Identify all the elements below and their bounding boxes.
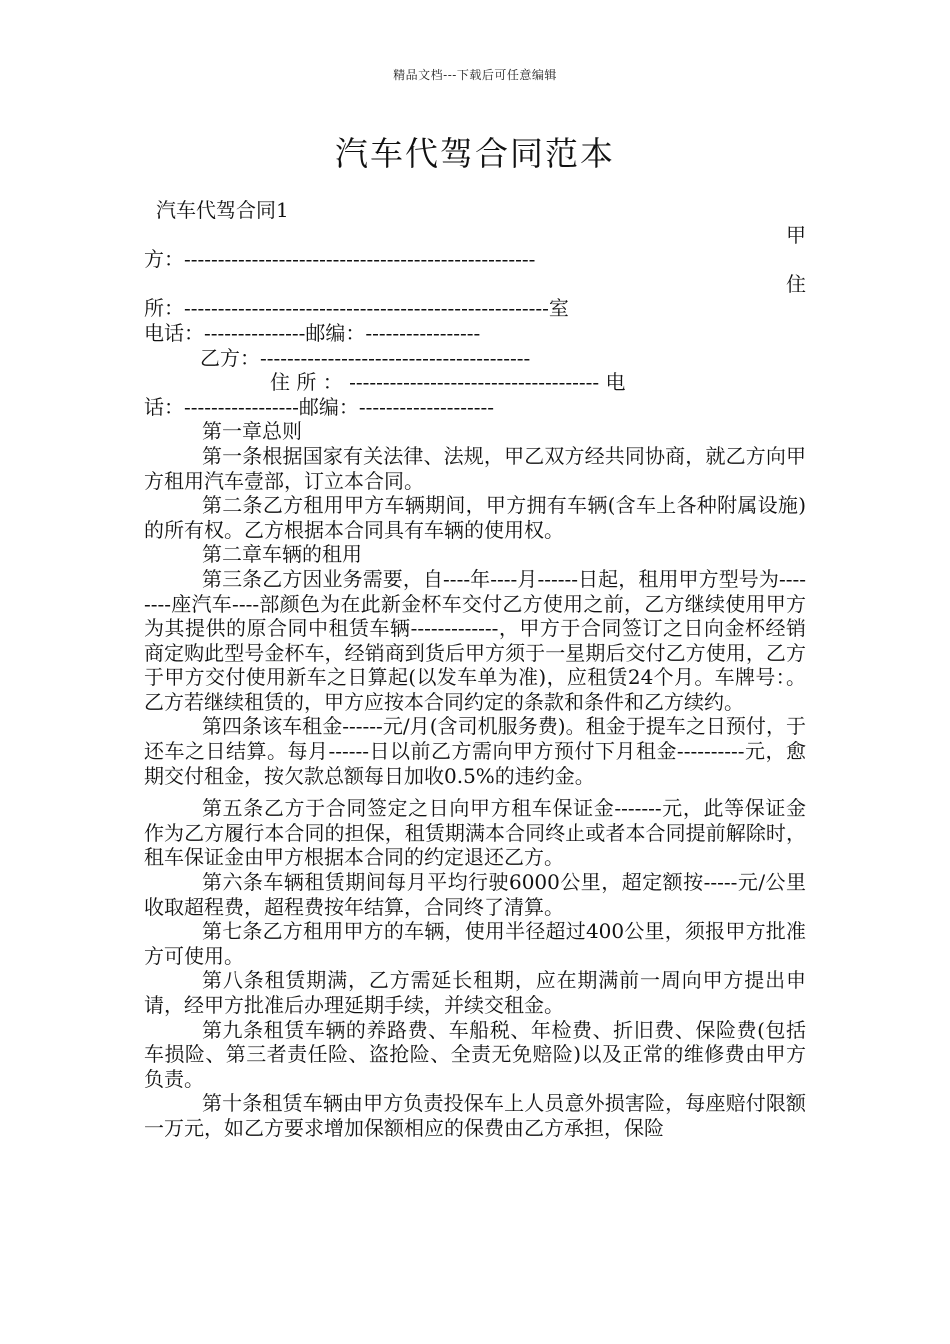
contract-subtitle: 汽车代驾合同1 bbox=[156, 198, 289, 222]
article-2: 第二条乙方租用甲方车辆期间，甲方拥有车辆(含车上各种附属设施)的所有权。乙方根据本合同具有车辆的使用权。 bbox=[144, 493, 806, 542]
article-4: 第四条该车租金------元/月(含司机服务费)。租金于提车之日预付，于还车之日结算。每月------日以前乙方需向甲方预付下月租金----------元，愈期交付租金，按欠款总额每日加收0.5%的违约金。 bbox=[144, 714, 806, 788]
chapter-2-heading: 第二章车辆的租用 bbox=[202, 542, 362, 567]
article-3: 第三条乙方因业务需要，自----年----月------日起，租用甲方型号为--------座汽车----部颜色为在此新金杯车交付乙方使用之前，乙方继续使用甲方为其提供的原合同中租赁车辆-------------，甲方于合同签订之日向金杯经销商定购此型号金杯车，经销商到货后甲方须于一星期后交付乙方使用，乙方于甲方交付使用新车之日算起(以发车单为准)，应租赁24个月。车牌号：。乙方若继续租赁的，甲方应按本合同约定的条款和条件和乙方续约。 bbox=[144, 566, 806, 714]
party-b-field: 乙方：---------------------------------------- bbox=[200, 345, 531, 370]
article-9: 第九条租赁车辆的养路费、车船税、年检费、折旧费、保险费(包括车损险、第三者责任险、盗抢险、全责无免赔险)以及正常的维修费由甲方负责。 bbox=[144, 1017, 806, 1091]
article-6: 第六条车辆租赁期间每月平均行驶6000公里，超定额按-----元/公里收取超程费，超程费按年结算，合同终了清算。 bbox=[144, 870, 806, 919]
document-body bbox=[144, 198, 806, 1141]
party-b-address-field: 住 所 ： ------------------------------------- 电 bbox=[270, 370, 626, 395]
article-10: 第十条租赁车辆由甲方负责投保车上人员意外损害险，每座赔付限额一万元，如乙方要求增加保额相应的保费由乙方承担，保险 bbox=[144, 1091, 806, 1140]
party-b-phone-postcode: 话：-----------------邮编：-------------------- bbox=[144, 394, 495, 419]
party-a-field: 方：---------------------------------------------------- bbox=[144, 247, 536, 272]
party-a-phone-postcode: 电话：---------------邮编：----------------- bbox=[144, 320, 481, 345]
party-a-address-field: 所：------------------------------------------------------室 bbox=[144, 296, 569, 321]
document-title: 汽车代驾合同范本 bbox=[335, 134, 615, 173]
article-5: 第五条乙方于合同签定之日向甲方租车保证金-------元，此等保证金作为乙方履行本合同的担保，租赁期满本合同终止或者本合同提前解除时，租车保证金由甲方根据本合同的约定退还乙方。 bbox=[144, 796, 806, 870]
article-7: 第七条乙方租用甲方的车辆，使用半径超过400公里，须报甲方批准方可使用。 bbox=[144, 919, 806, 968]
article-1: 第一条根据国家有关法律、法规，甲乙双方经共同协商，就乙方向甲方租用汽车壹部，订立本合同。 bbox=[144, 443, 806, 493]
party-a-address-char: 住 bbox=[786, 271, 806, 296]
chapter-1-heading: 第一章总则 bbox=[202, 419, 302, 444]
header-note: 精品文档---下载后可任意编辑 bbox=[393, 68, 557, 82]
party-a-label-char: 甲 bbox=[786, 222, 806, 247]
article-8: 第八条租赁期满，乙方需延长租期，应在期满前一周向甲方提出申请，经甲方批准后办理延期手续，并续交租金。 bbox=[144, 968, 806, 1017]
